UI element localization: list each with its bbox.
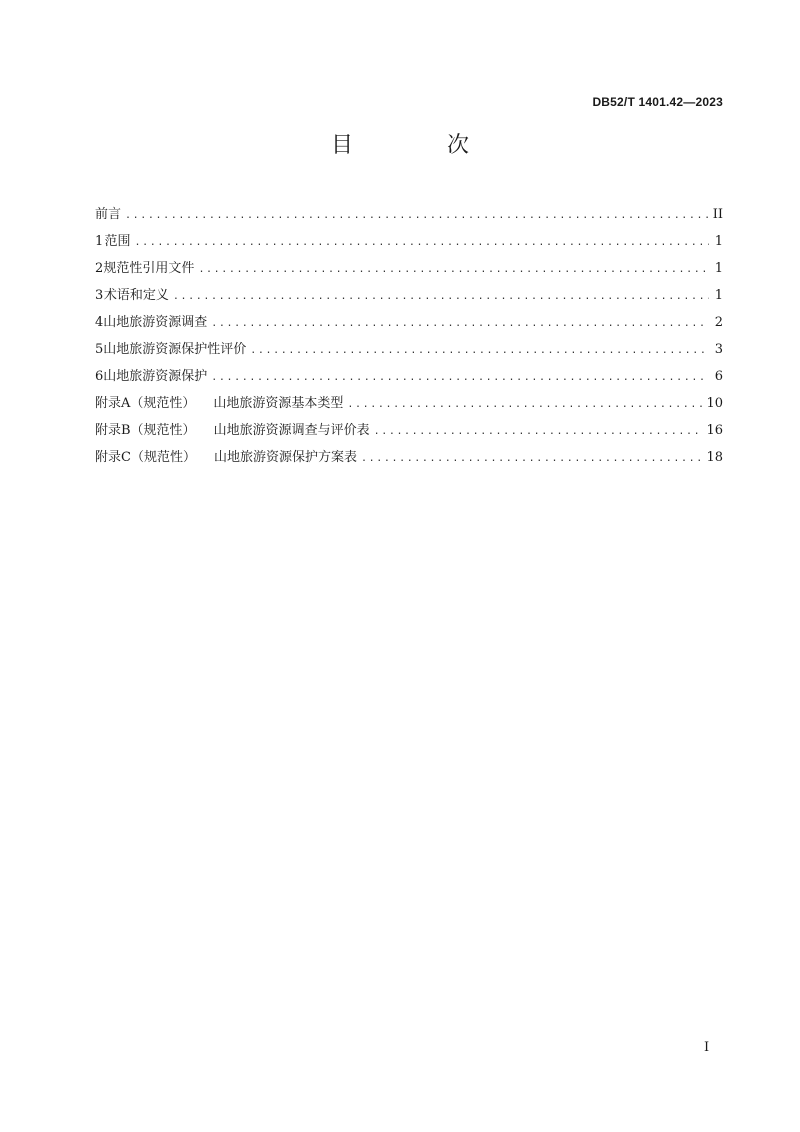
- page-number: I: [704, 1040, 710, 1055]
- toc-entry-label: 山地旅游资源保护: [103, 369, 208, 384]
- toc-leader-dots: [361, 453, 702, 464]
- toc-leader-dots: [374, 426, 703, 437]
- toc-entry-appendix-prefix: 附录C（规范性）: [95, 450, 196, 465]
- toc-entry-number: 2: [95, 261, 104, 276]
- toc-entry-appendix-c[interactable]: [95, 446, 723, 473]
- toc-entry-label: 范围: [104, 234, 131, 249]
- toc-entry-scope[interactable]: [95, 230, 723, 257]
- toc-entry-label: 规范性引用文件: [103, 261, 195, 276]
- page-title: 目 次: [330, 133, 505, 158]
- toc-entry-survey[interactable]: [95, 311, 723, 338]
- toc-leader-dots: [135, 237, 710, 248]
- toc-entry-normative-references[interactable]: [95, 257, 723, 284]
- toc-entry-number: 3: [95, 288, 104, 303]
- toc-entry-page: 6: [714, 369, 723, 384]
- toc-entry-protection[interactable]: [95, 365, 723, 392]
- toc-entry-label: 山地旅游资源调查: [103, 315, 208, 330]
- toc-leader-dots: [173, 291, 709, 302]
- toc-entry-appendix-prefix: 附录A（规范性）: [95, 396, 196, 411]
- toc-leader-dots: [211, 318, 709, 329]
- toc-entry-appendix-b[interactable]: [95, 419, 723, 446]
- toc-entry-label: 山地旅游资源保护方案表: [213, 450, 357, 465]
- toc-entry-label: 山地旅游资源调查与评价表: [213, 423, 370, 438]
- toc-entry-number: 1: [95, 234, 104, 249]
- toc-leader-dots: [250, 345, 709, 356]
- toc-entry-page: 1: [714, 261, 723, 276]
- toc-entry-foreword[interactable]: [95, 203, 723, 230]
- toc-entry-page: 2: [714, 315, 723, 330]
- toc-entry-label: 前言: [95, 207, 122, 222]
- toc-leader-dots: [198, 264, 709, 275]
- toc-entry-number: 4: [95, 315, 104, 330]
- toc-leader-dots: [211, 372, 709, 383]
- toc-entry-appendix-prefix: 附录B（规范性）: [95, 423, 196, 438]
- toc-entry-terms[interactable]: [95, 284, 723, 311]
- toc-entry-page: 1: [714, 288, 723, 303]
- toc-entry-evaluation[interactable]: [95, 338, 723, 365]
- toc-entry-number: 5: [95, 342, 104, 357]
- table-of-contents: [95, 203, 723, 473]
- toc-entry-page: II: [712, 207, 723, 222]
- toc-leader-dots: [125, 210, 709, 221]
- toc-entry-page: 1: [714, 234, 723, 249]
- toc-entry-label: 山地旅游资源基本类型: [213, 396, 344, 411]
- document-code: DB52/T 1401.42—2023: [592, 95, 723, 109]
- toc-entry-page: 16: [706, 423, 723, 438]
- toc-entry-label: 山地旅游资源保护性评价: [103, 342, 247, 357]
- toc-entry-page: 3: [714, 342, 723, 357]
- toc-entry-appendix-a[interactable]: [95, 392, 723, 419]
- toc-leader-dots: [347, 399, 702, 410]
- toc-entry-label: 术语和定义: [103, 288, 169, 303]
- toc-entry-page: 18: [706, 450, 723, 465]
- toc-entry-page: 10: [706, 396, 723, 411]
- toc-entry-number: 6: [95, 369, 104, 384]
